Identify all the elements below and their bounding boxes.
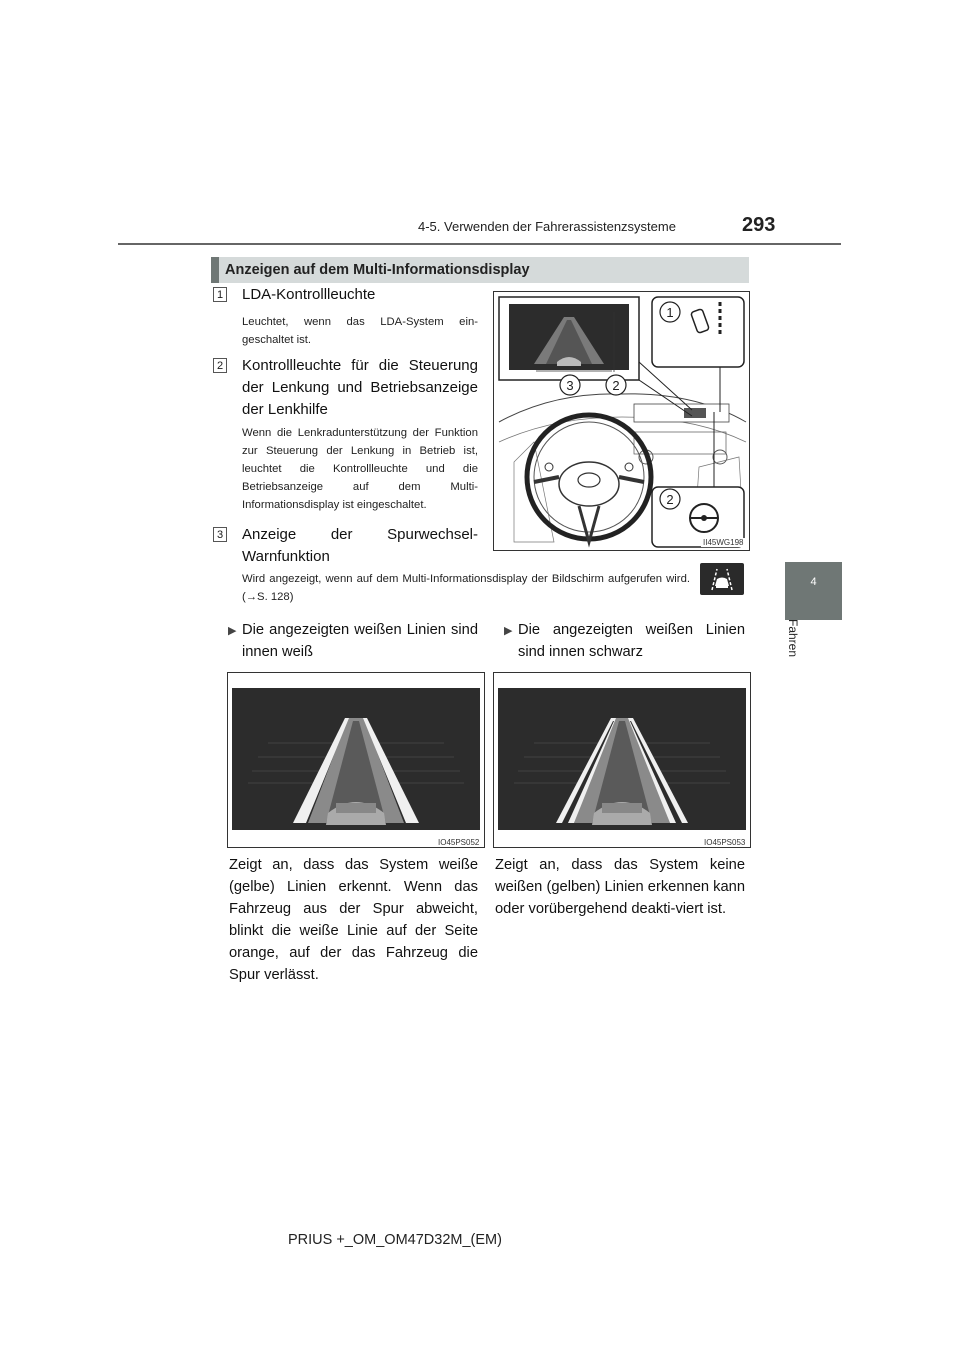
svg-text:3: 3 [566, 378, 574, 393]
item-number-3: 3 [213, 527, 227, 542]
svg-text:1: 1 [666, 305, 674, 320]
footer-model-code: PRIUS +_OM_OM47D32M_(EM) [288, 1232, 502, 1248]
lane-display-image-2 [493, 672, 751, 848]
running-header-section-title: 4-5. Verwenden der Fahrerassistenzsysteme [418, 219, 676, 234]
item-desc-3: Wird angezeigt, wenn auf dem Multi-Informationsdisplay der Bildschirm aufgerufen wird. (→S. 128) [242, 573, 690, 603]
column-heading-1: Die angezeigten weißen Linien sind innen weiß [242, 622, 478, 660]
item-title-1: LDA-Kontrollleuchte [242, 286, 376, 303]
dashboard-illustration [493, 291, 750, 551]
item-desc-2: Wenn die Lenkradunterstützung der Funktion zur Steuerung der Lenkung in Betrieb ist, leuchtet die Kontrollleuchte und die Betriebsanzeige auf dem Multi-Informationsdisplay ist eingeschaltet. [242, 427, 478, 511]
bullet-arrow-icon: ▶ [228, 625, 237, 637]
lane-car-icon [700, 563, 744, 595]
lane-image-code-1: IO45PS052 [438, 838, 480, 847]
section-heading: Anzeigen auf dem Multi-Informationsdisplay [225, 262, 530, 278]
chapter-tab [785, 562, 842, 620]
chapter-tab-number: 4 [810, 576, 817, 588]
page-number: 293 [742, 214, 776, 236]
lane-display-white-lines [228, 673, 484, 847]
svg-text:2: 2 [666, 492, 674, 507]
svg-text:2: 2 [612, 378, 620, 393]
item-title-2: Kontrollleuchte für die Steuerung der Lenkung und Betriebsanzeige der Lenkhilfe [242, 357, 478, 418]
column-text-2: Zeigt an, dass das System keine weißen (gelben) Linien erkennen kann oder vorübergehend deakti-viert ist. [495, 857, 745, 917]
item-number-1: 1 [213, 287, 227, 302]
item-number-2: 2 [213, 358, 227, 373]
dashboard-image-code: II45WG198 [703, 538, 744, 547]
lane-image-code-2: IO45PS053 [704, 838, 746, 847]
dashboard-drawing [494, 292, 749, 550]
lane-display-black-lines [494, 673, 750, 847]
lane-display-image-1 [227, 672, 485, 848]
bullet-arrow-icon: ▶ [504, 625, 513, 637]
chapter-label [786, 617, 824, 667]
item-desc-1: Leuchtet, wenn das LDA-System ein-geschaltet ist. [242, 316, 478, 346]
lane-change-screen-icon [700, 563, 744, 595]
column-heading-2: Die angezeigten weißen Linien sind innen schwarz [518, 622, 745, 660]
header-rule [118, 243, 841, 245]
item-title-3: Anzeige der Spurwechsel-Warnfunktion [242, 526, 478, 565]
column-text-1: Zeigt an, dass das System weiße (gelbe) Linien erkennt. Wenn das Fahrzeug aus der Spur abweicht, blinkt die weiße Linie auf der Seite orange, auf der das Fahrzeug die Spur verlässt. [229, 857, 478, 983]
chapter-label-text: Fahren [786, 619, 800, 658]
